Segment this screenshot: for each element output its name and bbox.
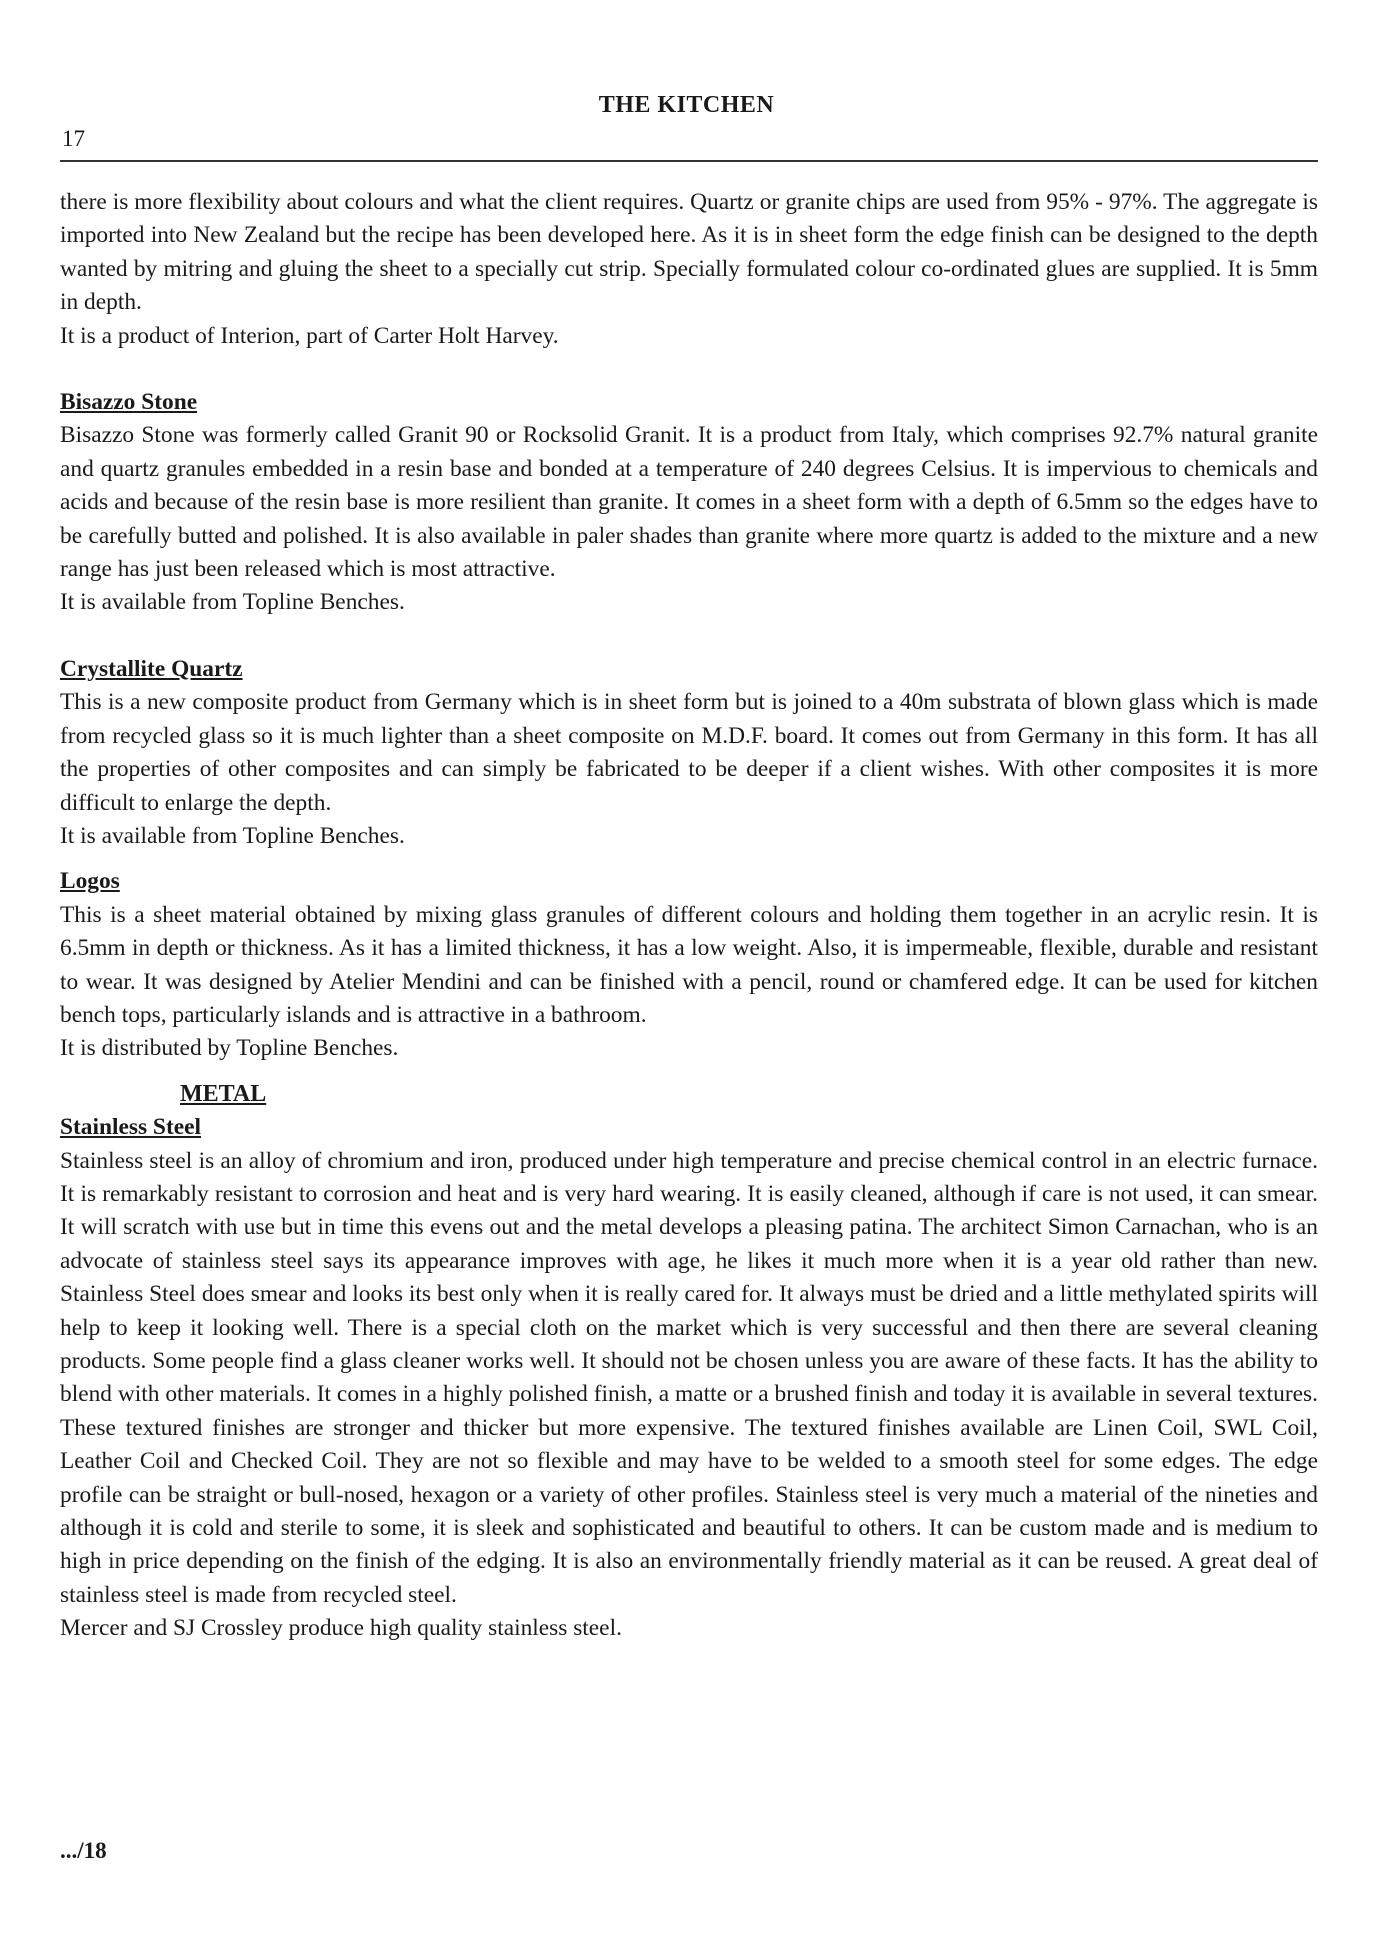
section-source-stainless-steel: Mercer and SJ Crossley produce high quality stainless steel. [60, 1615, 622, 1642]
metal-section-title: METAL [180, 1080, 267, 1107]
section-heading-bisazzo-stone: Bisazzo Stone [60, 389, 198, 416]
section-paragraph-bisazzo-stone: Bisazzo Stone was formerly called Granit 90 or Rocksolid Granit. It is a product from Italy, which comprises 92.7% natural granite and quartz granules embedded in a resin base and bonded at a temperature of 240 degrees Celsius. It is impervious to chemicals and acids and because of the resin base is more resilient than granite. It comes in a sheet form with a depth of 6.5mm so the edges have to be carefully butted and polished. It is also available in paler shades than granite where more quartz is added to the mixture and a new range has just been released which is most attractive. [60, 422, 1318, 583]
continuation-marker: .../18 [60, 1838, 107, 1863]
section-paragraph-logos: This is a sheet material obtained by mixing glass granules of different colours and holding them together in an acrylic resin. It is 6.5mm in depth or thickness. As it has a limited thickness, it has a low weight. Also, it is impermeable, flexible, durable and resistant to wear. It was designed by Atelier Mendini and can be finished with a pencil, round or chamfered edge. It can be used for kitchen bench tops, particularly islands and is attractive in a bathroom. [60, 901, 1318, 1028]
page-number: 17 [62, 126, 85, 151]
running-title: THE KITCHEN [598, 92, 775, 118]
section-source-crystallite-quartz: It is available from Topline Benches. [60, 822, 405, 849]
section-paragraph-stainless-steel: Stainless steel is an alloy of chromium and iron, produced under high temperature and precise chemical control in an electric furnace. It is remarkably resistant to corrosion and heat and is very hard wearing. It is easily cleaned, although if care is not used, it can smear. It will scratch with use but in time this evens out and the metal develops a pleasing patina. The architect Simon Carnachan, who is an advocate of stainless steel says its appearance improves with age, he likes it much more when it is a year old rather than new. Stainless Steel does smear and looks its best only when it is really cared for. It always must be dried and a little methylated spirits will help to keep it looking well. There is a special cloth on the market which is very successful and then there are several cleaning products. Some people find a glass cleaner works well. It should not be chosen unless you are aware of these facts. It has the ability to blend with other materials. It comes in a highly polished finish, a matte or a brushed finish and today it is available in several textures. These textured finishes are stronger and thicker but more expensive. The textured finishes available are Linen Coil, SWL Coil, Leather Coil and Checked Coil. They are not so flexible and may have to be welded to a smooth steel for some edges. The edge profile can be straight or bull-nosed, hexagon or a variety of other profiles. Stainless steel is very much a material of the nineties and although it is cold and sterile to some, it is sleek and sophisticated and beautiful to others. It can be custom made and is medium to high in price depending on the finish of the edging. It is also an environmentally friendly material as it can be reused. A great deal of stainless steel is made from recycled steel. [60, 1147, 1318, 1608]
section-heading-logos: Logos [60, 868, 120, 895]
section-source-bisazzo-stone: It is available from Topline Benches. [60, 589, 405, 616]
header-rule [60, 160, 1318, 162]
section-heading-stainless-steel: Stainless Steel [60, 1114, 201, 1141]
section-heading-crystallite-quartz: Crystallite Quartz [60, 655, 243, 682]
section-source-logos: It is distributed by Topline Benches. [60, 1035, 399, 1062]
intro-paragraph: there is more flexibility about colours and what the client requires. Quartz or granite chips are used from 95% - 97%. The aggregate is imported into New Zealand but the recipe has been developed here. As it is in sheet form the edge finish can be designed to the depth wanted by mitring and gluing the sheet to a specially cut strip. Specially formulated colour co-ordinated glues are supplied. It is 5mm in depth. [60, 189, 1318, 316]
body-text [60, 186, 1318, 1646]
intro-source: It is a product of Interion, part of Carter Holt Harvey. [60, 322, 559, 349]
section-paragraph-crystallite-quartz: This is a new composite product from Germany which is in sheet form but is joined to a 40m substrata of blown glass which is made from recycled glass so it is much lighter than a sheet composite on M.D.F. board. It comes out from Germany in this form. It has all the properties of other composites and can simply be fabricated to be deeper if a client wishes. With other composites it is more difficult to enlarge the depth. [60, 689, 1318, 816]
